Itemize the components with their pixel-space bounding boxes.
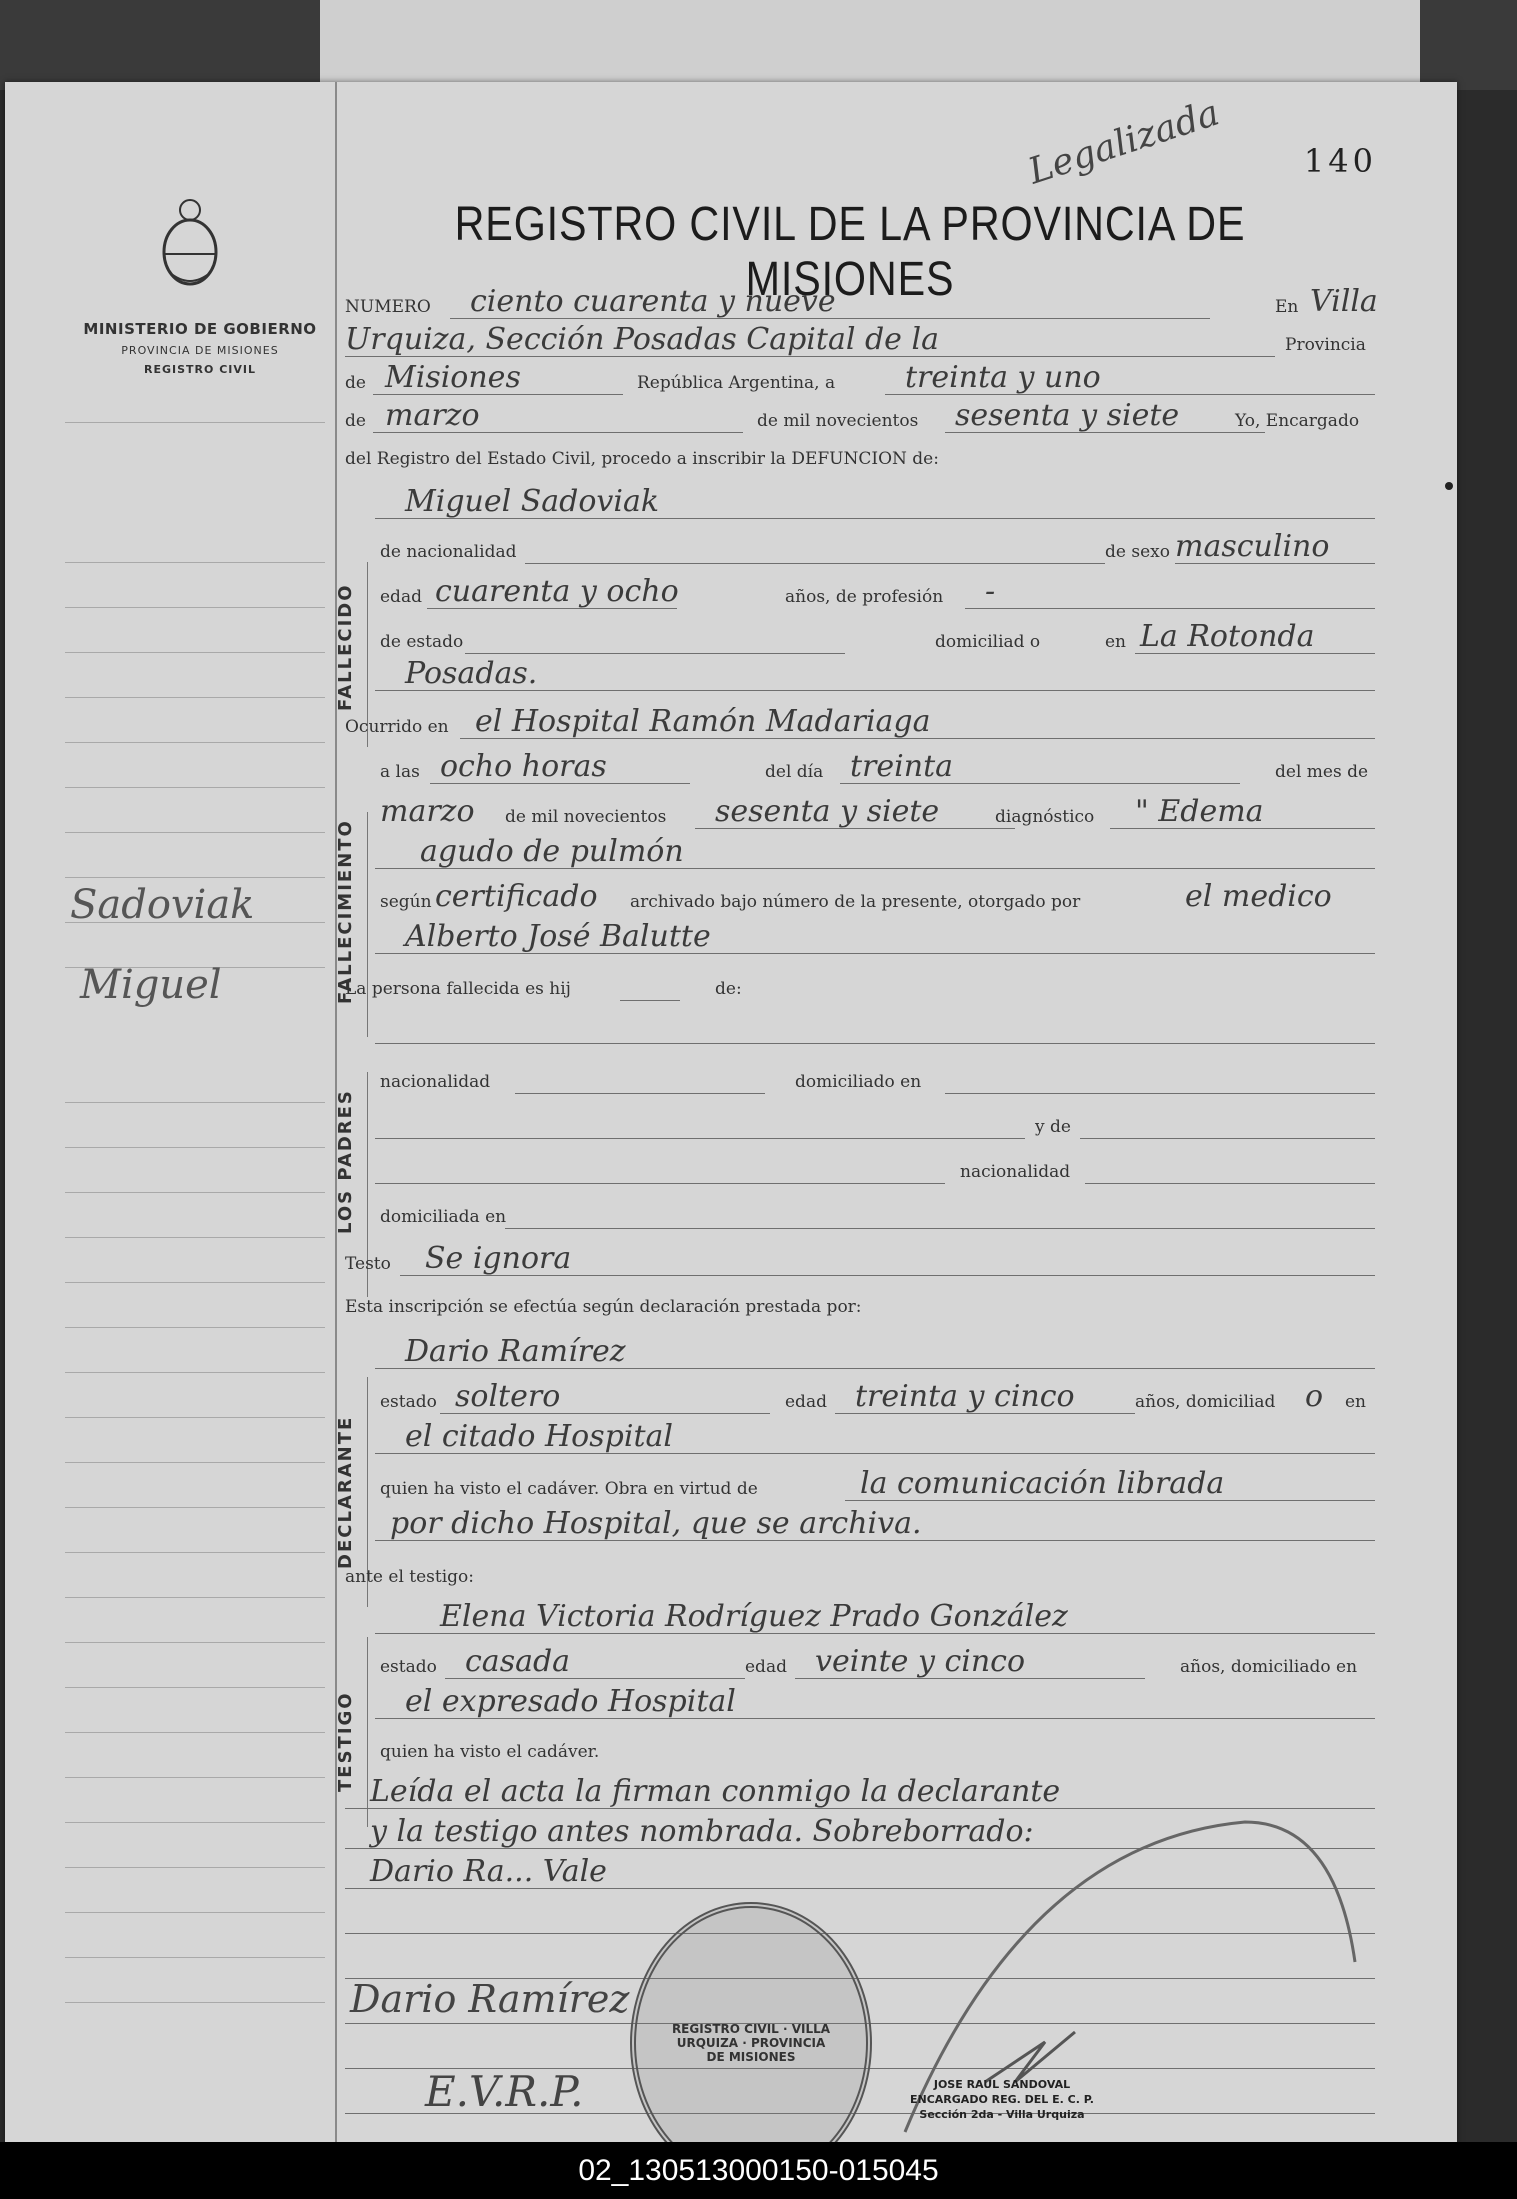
testigo-edad: veinte y cinco [815,1644,1026,1679]
padre-nacionalidad-row: nacionalidad domiciliado en [345,1052,1385,1098]
testigo-nombre-row [345,1592,1385,1638]
page-number: 140 [1303,142,1377,180]
section-declarante: DECLARANTE [335,1415,356,1569]
page-behind [320,0,1420,90]
persona-row: La persona fallecida es hij de: [345,979,742,999]
ink-dot [1445,482,1453,490]
diag2-row [345,827,1385,873]
ministry-line3: REGISTRO CIVIL [144,363,256,376]
hora-row: a las ocho horas del día treinta del mes de [380,749,1369,784]
declarante-estado: soltero [455,1379,561,1414]
declarante-virtud: la comunicación librada [860,1466,1225,1501]
segun-row: según certificado archivado bajo número de la presente, otorgado por el medico [380,879,1332,914]
testado-row: Testo Se ignora [345,1234,1385,1280]
dia-fallec-value: treinta [850,749,954,784]
document-title: REGISTRO CIVIL DE LA PROVINCIA DE MISIONES [454,198,1246,306]
mes-fallec-value: marzo [380,794,475,829]
margin-given-name: Miguel [80,962,222,1008]
medico2-row [345,912,1385,958]
fallecido-nombre: Miguel Sadoviak [405,484,660,519]
fallecido-edad-row: edad cuarenta y ocho años, de profesión - [345,567,1385,613]
fecha-row: de marzo de mil novecientos sesenta y siete Yo, Encargado [345,398,1360,433]
section-testigo: TESTIGO [335,1691,356,1793]
ocurrida-row: Ocurrido en el Hospital Ramón Madariaga [345,697,1385,743]
testado-value: Se ignora [425,1241,572,1276]
section-fallecido: FALLECIDO [335,583,356,711]
mes-fallec-row: marzo de mil novecientos sesenta y siete diagnóstico " Edema [345,787,1385,833]
provincia-value: Misiones [385,360,521,395]
cierre-line2: y la testigo antes nombrada. Sobreborrado: [345,1807,1385,1853]
declarante-edad: treinta y cinco [855,1379,1075,1414]
testigo-estado-row: estado casada edad veinte y cinco años, domiciliado en [380,1644,1358,1679]
fallecido-domicilio2-row [345,649,1385,695]
signature-declarante: Dario Ramírez [350,1977,630,2021]
numero-value: ciento cuarenta y nueve [470,284,836,319]
inscripcion-row: Esta inscripción se efectúa según declaración prestada por: [345,1297,862,1317]
top-strip [0,0,1517,90]
declarante-virtud2: por dicho Hospital, que se archiva. [390,1506,922,1541]
declarante-nombre-row [345,1327,1385,1373]
place-value: Urquiza, Sección Posadas Capital de la [345,322,939,357]
seal-text: REGISTRO CIVIL · VILLA URQUIZA · PROVINCIA DE MISIONES [671,2022,831,2064]
numero-row: NUMERO ciento cuarenta y nueve En Villa [345,284,1378,319]
en-value: Villa [1310,284,1378,319]
diag-value2: agudo de pulmón [420,834,684,869]
declarante-domicilio: el citado Hospital [405,1419,673,1454]
ministry-line2: PROVINCIA DE MISIONES [121,344,279,357]
registrar-stamp: JOSE RAUL SANDOVAL ENCARGADO REG. DEL E. C. P. Sección 2da - Villa Urquiza [910,2078,1094,2121]
fallecido-domicilio-row: de estado domiciliad o en La Rotonda [345,612,1385,658]
section-fallecimiento: FALLECIMIENTO [335,819,356,1005]
padre-nombre-row [345,1002,1385,1048]
declarante-nombre: Dario Ramírez [405,1334,626,1369]
declarante-domicilio-row [345,1412,1385,1458]
madre-row: y de [345,1097,1385,1143]
diag-value: " Edema [1135,794,1264,829]
testigo-ante-row: ante el testigo: [345,1567,475,1587]
fallecido-domicilio: La Rotonda [1140,619,1315,654]
medico-value: el medico [1185,879,1332,914]
image-id-footer: 02_130513000150-015045 [0,2142,1517,2199]
provincia-row: de Misiones República Argentina, a treinta y uno [345,353,1385,399]
fallecido-nacionalidad-row: de nacionalidad de sexo masculino [345,522,1385,568]
madre-domicilio-row: domiciliada en [345,1187,1385,1233]
coat-of-arms-icon [155,192,225,292]
signature-testigo: E.V.R.P. [425,2067,584,2116]
margin-column [5,82,337,2142]
registro-row: del Registro del Estado Civil, procedo a inscribir la DEFUNCION de: [345,449,939,469]
anio-fallec-value: sesenta y siete [715,794,940,829]
anio-value: sesenta y siete [955,398,1180,433]
hora-value: ocho horas [440,749,607,784]
declarante-estado-row: estado soltero edad treinta y cinco años, domiciliad o en [380,1379,1367,1414]
dia-value: treinta y uno [905,360,1101,395]
mes-value: marzo [385,398,480,433]
medico-value2: Alberto José Balutte [405,919,711,954]
testigo-estado: casada [465,1644,571,1679]
ministry-header [65,320,335,376]
fallecido-sexo: masculino [1175,529,1330,564]
ocurrida-value: el Hospital Ramón Madariaga [475,704,931,739]
madre-nacionalidad-row: nacionalidad [345,1142,1385,1188]
legalized-stamp: Legalizada [1023,92,1225,193]
testigo-visto-row: quien ha visto el cadáver. [380,1742,600,1762]
fallecido-edad: cuarenta y ocho [435,574,679,609]
testigo-domicilio-row [345,1677,1385,1723]
fallecido-profesion: - [985,574,996,609]
fallecido-domicilio2: Posadas. [405,656,538,691]
place-row: Urquiza, Sección Posadas Capital de la Provincia [345,322,1366,357]
declarante-virtud2-row [345,1499,1385,1545]
cierre-line3: Dario Ra... Vale [345,1847,1385,1893]
declarante-domic: o [1305,1379,1324,1414]
fallecido-nombre-row [345,477,1385,523]
testigo-nombre: Elena Victoria Rodríguez Prado González [440,1599,1068,1634]
declarante-visto-row: quien ha visto el cadáver. Obra en virtud de la comunicación librada [345,1459,1385,1505]
section-padres: LOS PADRES [335,1089,356,1235]
segun-value: certificado [435,879,598,914]
document-page [5,82,1457,2142]
cierre-line1: Leída el acta la firman conmigo la declarante [345,1767,1385,1813]
ministry-line1: MINISTERIO DE GOBIERNO [83,320,317,338]
margin-surname: Sadoviak [70,882,255,928]
testigo-domicilio: el expresado Hospital [405,1684,736,1719]
